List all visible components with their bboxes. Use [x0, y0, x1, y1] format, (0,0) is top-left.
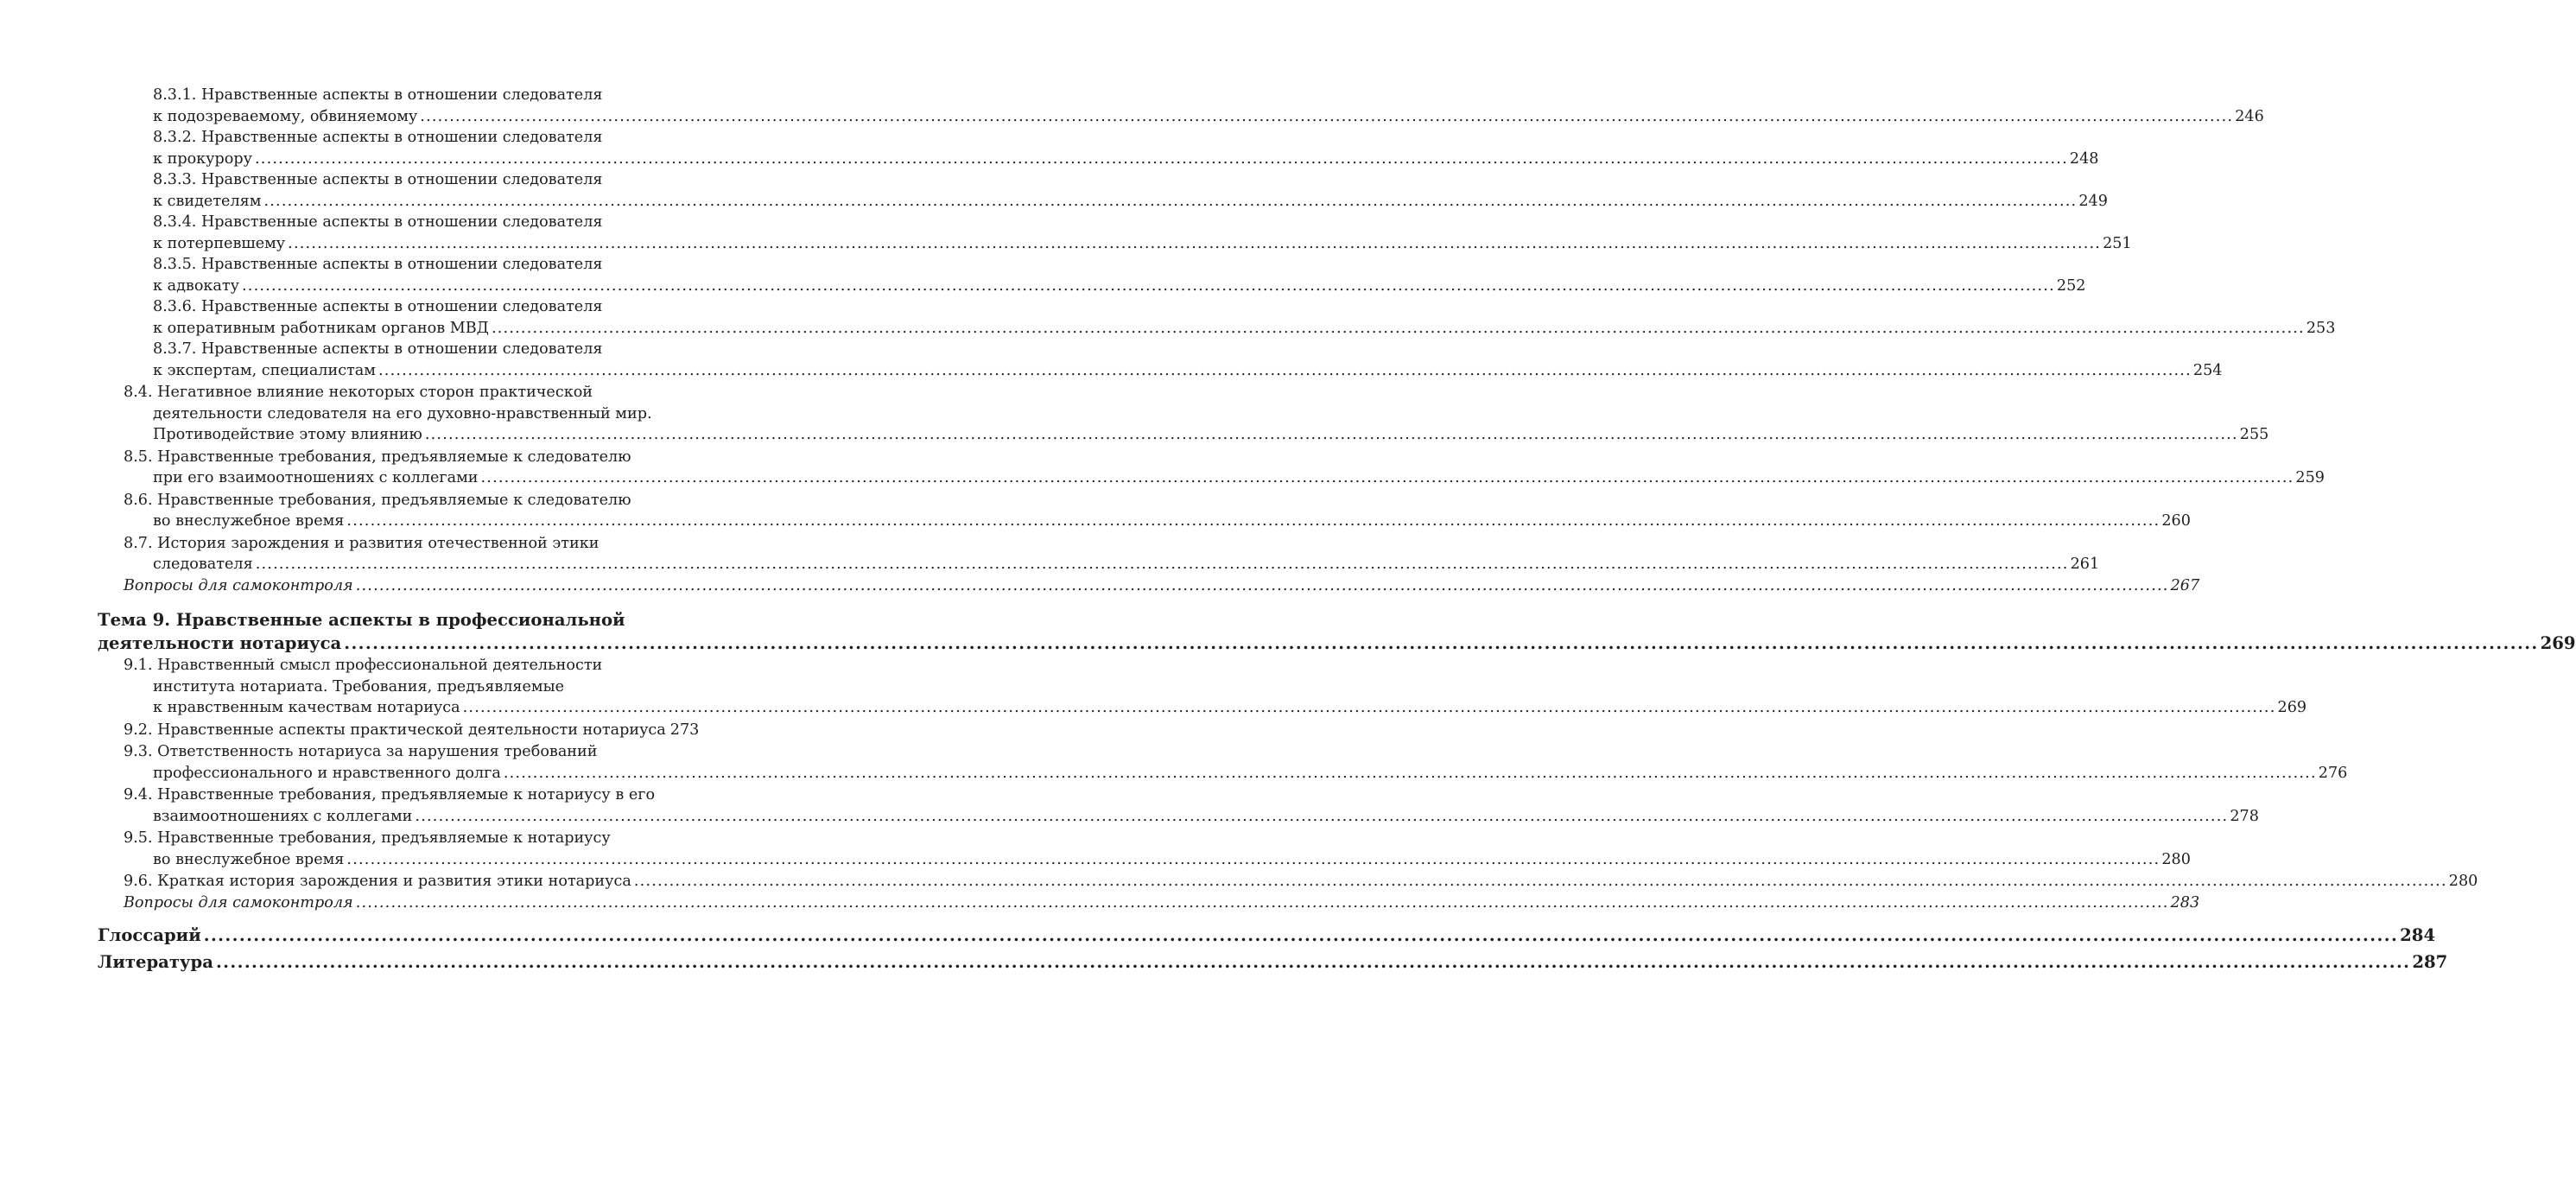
toc-page-number: 269 — [2277, 699, 2307, 716]
toc-page-number: 260 — [2161, 512, 2191, 530]
toc-page-number: 284 — [2400, 925, 2436, 945]
toc-entry-title: 9.3. Ответственность нотариуса за нарушения требований — [124, 743, 598, 760]
dot-leader — [420, 106, 2233, 128]
toc-section-entry[interactable] — [98, 720, 700, 741]
toc-page-number: 261 — [2070, 556, 2100, 573]
toc-section-entry[interactable] — [98, 741, 681, 763]
toc-section-entry[interactable] — [98, 403, 681, 425]
toc-entry-title: к потерпевшему — [153, 234, 286, 252]
toc-topic-entry[interactable] — [98, 950, 2448, 974]
toc-page-number: 269 — [2540, 633, 2576, 653]
toc-entry-title: 8.3.4. Нравственные аспекты в отношении следователя — [153, 213, 603, 231]
dot-leader — [263, 191, 2077, 213]
toc-subsection-entry[interactable] — [98, 233, 2132, 255]
dot-leader — [256, 554, 2069, 575]
toc-section-entry[interactable] — [98, 871, 2478, 892]
toc-section-entry[interactable] — [98, 467, 2325, 489]
toc-section-entry[interactable] — [98, 806, 2259, 828]
toc-entry-title: 8.3.1. Нравственные аспекты в отношении следователя — [153, 86, 603, 104]
toc-page-number: 253 — [2306, 319, 2336, 337]
toc-subsection-entry[interactable] — [98, 254, 681, 276]
toc-subsection-entry[interactable] — [98, 339, 681, 360]
toc-entry-title: к свидетелям — [153, 192, 262, 210]
toc-page-number: 248 — [2069, 149, 2099, 168]
toc-section-entry[interactable] — [98, 382, 681, 403]
toc-page-number: 254 — [2192, 361, 2223, 379]
toc-entry-title: к оперативным работникам органов МВД — [153, 319, 489, 337]
toc-subsection-entry[interactable] — [98, 106, 2264, 128]
toc-section-entry[interactable] — [98, 849, 2191, 871]
toc-section-entry[interactable] — [98, 424, 2269, 446]
dot-leader — [634, 871, 2447, 892]
toc-section-entry[interactable] — [98, 763, 2348, 784]
toc-entry-title: 8.5. Нравственные требования, предъявляемые к следователю — [124, 448, 631, 466]
toc-entry-title: Противодействие этому влиянию — [153, 426, 422, 443]
toc-entry-title: к экспертам, специалистам — [153, 361, 376, 379]
toc-entry-title: 8.6. Нравственные требования, предъявляемые к следователю — [124, 491, 631, 509]
toc-entry-title: деятельности следователя на его духовно-нравственный мир. — [153, 404, 652, 422]
toc-entry-title: во внеслужебное время — [153, 512, 345, 530]
toc-section-entry[interactable] — [98, 511, 2191, 532]
dot-leader — [481, 467, 2294, 489]
toc-page-number: 287 — [2412, 952, 2448, 972]
toc-section-entry[interactable] — [98, 784, 681, 806]
dot-leader — [204, 924, 2398, 947]
toc-subsection-entry[interactable] — [98, 212, 681, 233]
toc-page-number: 276 — [2318, 764, 2348, 782]
toc-entry-title: 9.6. Краткая история зарождения и развития этики нотариуса — [124, 873, 631, 890]
toc-subsection-entry[interactable] — [98, 191, 2108, 213]
toc-entry-title: 9.2. Нравственные аспекты практической деятельности нотариуса — [124, 721, 666, 739]
toc-entry-title: Тема 9. Нравственные аспекты в профессиональной — [98, 610, 625, 630]
toc-entry-title: 8.7. История зарождения и развития отечественной этики — [124, 534, 600, 552]
toc-page-number: 280 — [2448, 873, 2478, 890]
toc-topic-entry[interactable] — [98, 924, 2436, 947]
toc-page-number: 246 — [2235, 107, 2264, 125]
toc-entry-title: 8.4. Негативное влияние некоторых сторон практической — [124, 384, 593, 401]
toc-section-entry[interactable] — [98, 828, 681, 849]
toc-entry-title: следователя — [153, 556, 253, 573]
toc-entry-title: при его взаимоотношениях с коллегами — [153, 469, 479, 486]
dot-leader — [415, 806, 2228, 828]
toc-entry-title: 8.3.2. Нравственные аспекты в отношении следователя — [153, 129, 603, 146]
dot-leader — [255, 149, 2068, 170]
toc-page-number: 249 — [2078, 192, 2108, 210]
toc-topic-entry[interactable] — [98, 608, 681, 632]
toc-page-number: 259 — [2295, 469, 2325, 486]
toc-entry-title: 8.3.6. Нравственные аспекты в отношении следователя — [153, 298, 603, 315]
toc-section-entry[interactable] — [98, 490, 681, 511]
toc-entry-title: профессионального и нравственного долга — [153, 764, 501, 782]
toc-entry-title: к прокурору — [153, 149, 252, 168]
toc-entry-title: 8.3.5. Нравственные аспекты в отношении следователя — [153, 256, 603, 273]
toc-entry-title: во внеслужебное время — [153, 850, 345, 868]
toc-page-number: 267 — [2170, 576, 2200, 594]
toc-subsection-entry[interactable] — [98, 149, 2099, 170]
toc-entry-title: Глоссарий — [98, 925, 201, 945]
dot-leader — [378, 360, 2192, 382]
toc-entry-title: 9.5. Нравственные требования, предъявляемые к нотариусу — [124, 829, 611, 847]
toc-self-check-entry[interactable] — [98, 575, 2200, 597]
toc-section-entry[interactable] — [98, 655, 681, 676]
dot-leader — [492, 318, 2305, 340]
toc-subsection-entry[interactable] — [98, 127, 681, 149]
toc-subsection-entry[interactable] — [98, 318, 2336, 340]
toc-entry-title: 9.1. Нравственный смысл профессиональной деятельности — [124, 657, 603, 674]
toc-entry-title: Вопросы для самоконтроля — [124, 576, 353, 594]
toc-entry-title: Литература — [98, 952, 213, 972]
toc-section-entry[interactable] — [98, 554, 2100, 575]
toc-subsection-entry[interactable] — [98, 85, 681, 106]
toc-page-number: 251 — [2103, 234, 2132, 252]
toc-subsection-entry[interactable] — [98, 276, 2086, 297]
toc-entry-title: к нравственным качествам нотариуса — [153, 699, 460, 716]
dot-leader — [346, 849, 2160, 871]
toc-entry-title: к адвокату — [153, 276, 239, 295]
table-of-contents — [98, 85, 2576, 974]
toc-subsection-entry[interactable] — [98, 296, 681, 318]
toc-entry-title: деятельности нотариуса — [98, 633, 342, 653]
dot-leader — [356, 892, 2169, 914]
dot-leader — [346, 511, 2160, 532]
toc-section-entry[interactable] — [98, 447, 681, 468]
toc-section-entry[interactable] — [98, 533, 681, 555]
toc-page-number: 278 — [2230, 807, 2259, 825]
toc-entry-title: к подозреваемому, обвиняемому — [153, 107, 418, 125]
toc-entry-title: 9.4. Нравственные требования, предъявляемые к нотариусу в его — [124, 786, 656, 803]
toc-entry-title: института нотариата. Требования, предъявляемые — [153, 677, 565, 695]
toc-page-number: 280 — [2161, 850, 2191, 868]
toc-subsection-entry[interactable] — [98, 360, 2223, 382]
dot-leader — [356, 575, 2169, 597]
dot-leader — [216, 950, 2410, 974]
toc-page-number: 283 — [2170, 893, 2200, 911]
toc-topic-entry[interactable] — [98, 632, 2576, 655]
toc-entry-title: 8.3.7. Нравственные аспекты в отношении следователя — [153, 340, 603, 358]
dot-leader — [344, 632, 2538, 655]
toc-subsection-entry[interactable] — [98, 169, 681, 191]
dot-leader — [288, 233, 2101, 255]
dot-leader — [463, 697, 2276, 719]
toc-entry-title: 8.3.3. Нравственные аспекты в отношении следователя — [153, 171, 603, 188]
toc-page-number: 252 — [2056, 276, 2086, 295]
toc-section-entry[interactable] — [98, 676, 681, 698]
toc-section-entry[interactable] — [98, 697, 2307, 719]
toc-entry-title: взаимоотношениях с коллегами — [153, 807, 413, 825]
toc-page-number: 255 — [2239, 426, 2269, 443]
dot-leader — [425, 424, 2238, 446]
toc-self-check-entry[interactable] — [98, 892, 2200, 914]
dot-leader — [504, 763, 2317, 784]
toc-entry-title: Вопросы для самоконтроля — [124, 893, 353, 911]
toc-page-number: 273 — [669, 721, 700, 739]
dot-leader — [242, 276, 2055, 297]
